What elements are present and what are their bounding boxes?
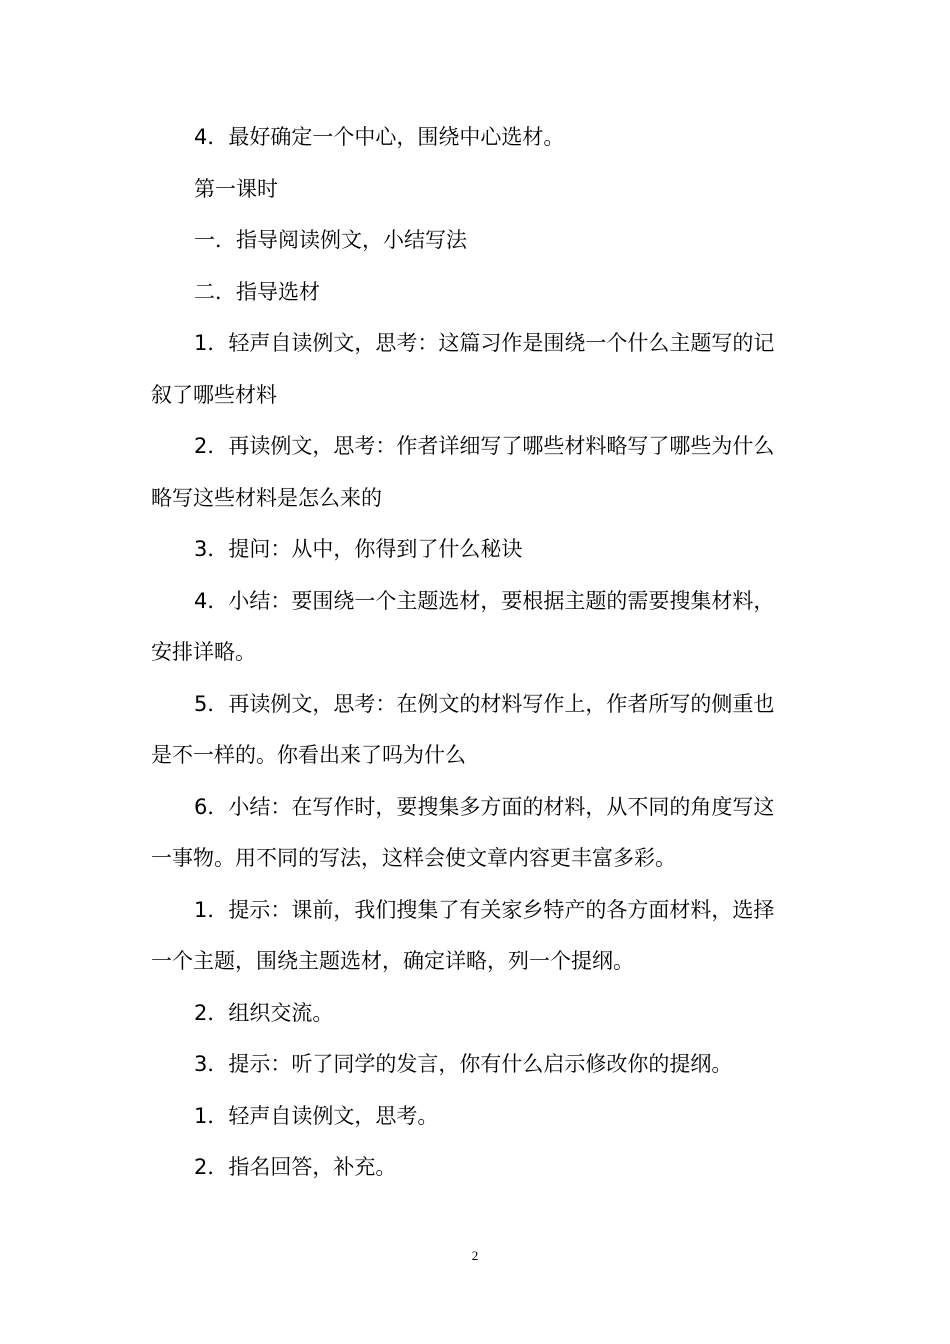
paragraph: 1．轻声自读例文，思考。 xyxy=(194,1103,439,1128)
paragraph: 3．提示：听了同学的发言，你有什么启示修改你的提纲。 xyxy=(194,1052,733,1076)
page-number: 2 xyxy=(471,1248,479,1263)
section-heading: 一．指导阅读例文，小结写法 xyxy=(194,228,467,252)
paragraph: 3．提问：从中，你得到了什么秘诀 xyxy=(194,537,523,561)
paragraph: 4．小结：要围绕一个主题选材，要根据主题的需要搜集材料，安排详略。 xyxy=(151,588,775,664)
paragraph: 5．再读例文，思考：在例文的材料写作上，作者所写的侧重也是不一样的。你看出来了吗为什么 xyxy=(151,691,775,767)
paragraph: 1．提示：课前，我们搜集了有关家乡特产的各方面材料，选择一个主题，围绕主题选材，确定详略，列一个提纲。 xyxy=(151,897,775,973)
paragraph: 2．组织交流。 xyxy=(194,1000,334,1025)
paragraph: 2．再读例文，思考：作者详细写了哪些材料略写了哪些为什么略写这些材料是怎么来的 xyxy=(151,434,775,510)
paragraph: 4．最好确定一个中心，围绕中心选材。 xyxy=(194,125,565,149)
lesson-heading: 第一课时 xyxy=(194,176,278,201)
paragraph: 2．指名回答，补充。 xyxy=(194,1155,397,1179)
section-heading: 二．指导选材 xyxy=(194,279,320,304)
paragraph: 1．轻声自读例文，思考：这篇习作是围绕一个什么主题写的记叙了哪些材料 xyxy=(151,331,775,407)
document-body xyxy=(151,112,791,1194)
paragraph: 6．小结：在写作时，要搜集多方面的材料，从不同的角度写这一事物。用不同的写法，这样会使文章内容更丰富多彩。 xyxy=(151,794,775,870)
